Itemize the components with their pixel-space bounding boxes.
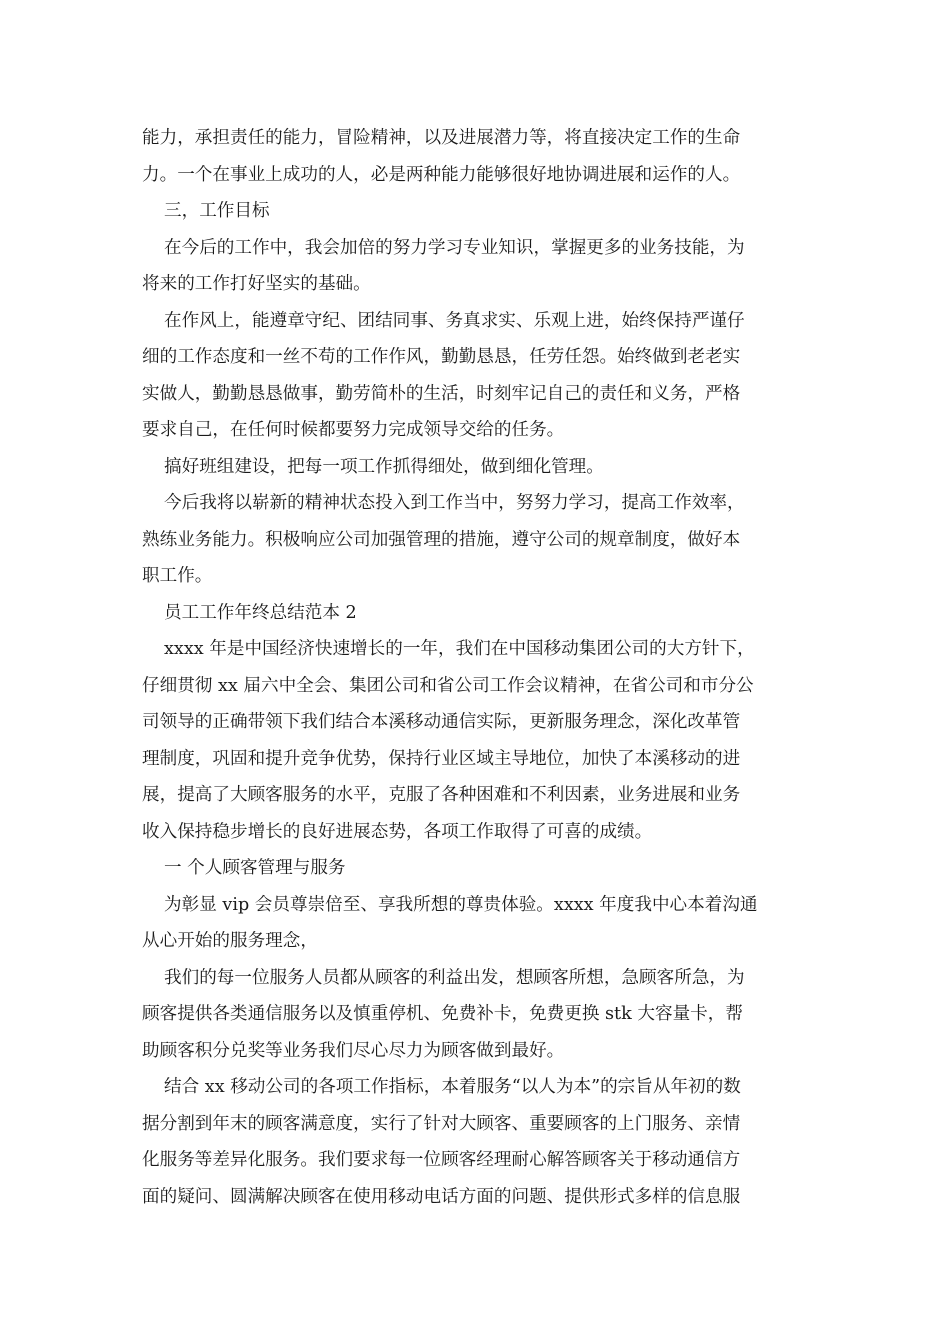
text-line: 能力，承担责任的能力，冒险精神，以及进展潜力等，将直接决定工作的生命 xyxy=(142,128,741,148)
text-line: 仔细贯彻 xx 届六中全会、集团公司和省公司工作会议精神，在省公司和市分公 xyxy=(142,675,754,696)
text-line: 搞好班组建设，把每一项工作抓得细处，做到细化管理。 xyxy=(164,456,604,477)
text-line: 展，提高了大顾客服务的水平，克服了各种困难和不利因素，业务进展和业务 xyxy=(142,785,741,805)
text-line: 收入保持稳步增长的良好进展态势，各项工作取得了可喜的成绩。 xyxy=(142,821,653,842)
section-heading: 员工工作年终总结范本 2 xyxy=(164,602,357,623)
text-line: 面的疑问、圆满解决顾客在使用移动电话方面的问题、提供形式多样的信息服 xyxy=(142,1186,741,1207)
text-line: 职工作。 xyxy=(142,566,213,586)
text-line: 力。一个在事业上成功的人，必是两种能力能够很好地协调进展和运作的人。 xyxy=(142,164,741,185)
text-line: 为彰显 vip 会员尊崇倍至、享我所想的尊贵体验。xxxx 年度我中心本着沟通 xyxy=(164,894,758,915)
text-line: 在今后的工作中，我会加倍的努力学习专业知识，掌握更多的业务技能，为 xyxy=(164,237,745,258)
section-heading: 三，工作目标 xyxy=(164,201,270,221)
text-line: 实做人，勤勤恳恳做事，勤劳简朴的生活，时刻牢记自己的责任和义务，严格 xyxy=(142,383,741,404)
text-line: 要求自己，在任何时候都要努力完成领导交给的任务。 xyxy=(142,420,565,440)
text-line: 助顾客积分兑奖等业务我们尽心尽力为顾客做到最好。 xyxy=(142,1040,565,1061)
text-line: xxxx 年是中国经济快速增长的一年，我们在中国移动集团公司的大方针下， xyxy=(164,639,755,659)
text-line: 熟练业务能力。积极响应公司加强管理的措施，遵守公司的规章制度，做好本 xyxy=(142,529,741,550)
text-line: 结合 xx 移动公司的各项工作指标，本着服务“以人为本”的宗旨从年初的数 xyxy=(164,1077,741,1097)
document-body xyxy=(142,120,812,1215)
text-line: 细的工作态度和一丝不苟的工作作风，勤勤恳恳，任劳任怨。始终做到老老实 xyxy=(142,347,741,367)
text-line: 据分割到年末的顾客满意度，实行了针对大顾客、重要顾客的上门服务、亲情 xyxy=(142,1113,741,1134)
text-line: 在作风上，能遵章守纪、团结同事、务真求实、乐观上进，始终保持严谨仔 xyxy=(164,310,745,331)
text-line: 顾客提供各类通信服务以及慎重停机、免费补卡，免费更换 stk 大容量卡，帮 xyxy=(142,1004,743,1024)
text-line: 今后我将以崭新的精神状态投入到工作当中，努努力学习，提高工作效率， xyxy=(164,493,745,513)
text-line: 我们的每一位服务人员都从顾客的利益出发，想顾客所想，急顾客所急，为 xyxy=(164,967,745,988)
section-heading: 一 个人顾客管理与服务 xyxy=(164,858,346,878)
text-line: 理制度，巩固和提升竞争优势，保持行业区域主导地位，加快了本溪移动的进 xyxy=(142,748,741,769)
text-line: 从心开始的服务理念， xyxy=(142,931,318,951)
text-line: 将来的工作打好坚实的基础。 xyxy=(142,274,371,294)
text-line: 司领导的正确带领下我们结合本溪移动通信实际，更新服务理念，深化改革管 xyxy=(142,712,741,732)
text-line: 化服务等差异化服务。我们要求每一位顾客经理耐心解答顾客关于移动通信方 xyxy=(142,1150,741,1170)
